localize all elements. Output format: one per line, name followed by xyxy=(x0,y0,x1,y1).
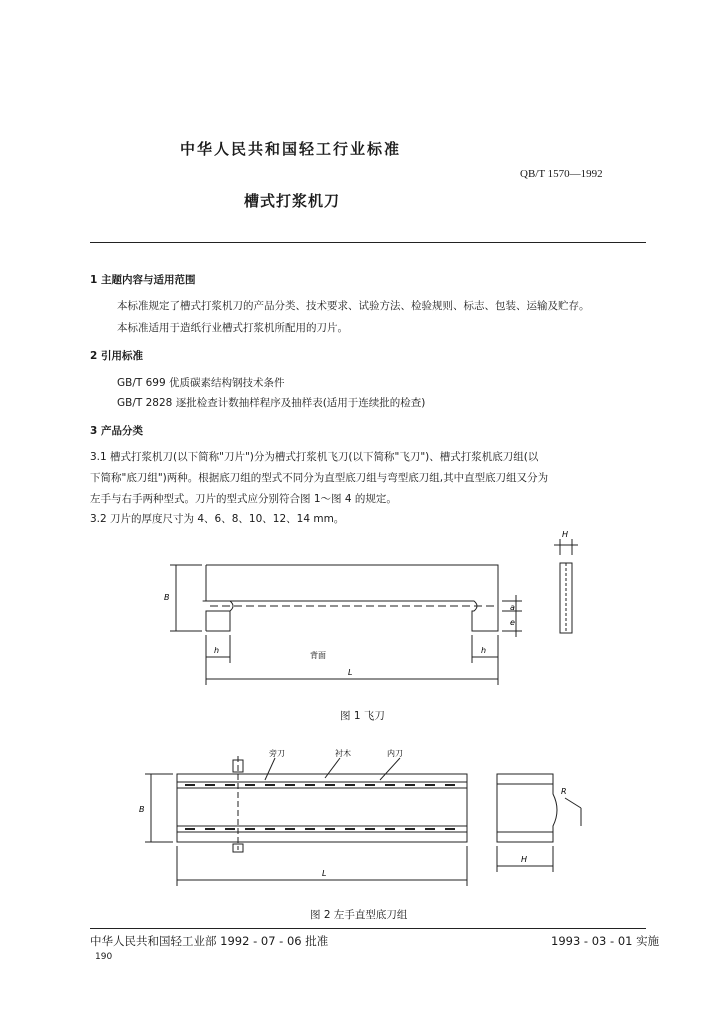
fig1-label-B: B xyxy=(164,593,170,602)
section-1-heading: 1 主题内容与适用范围 xyxy=(90,274,196,286)
fig1-label-L: L xyxy=(348,668,353,677)
fig1-label-back: 背面 xyxy=(310,651,326,660)
clause-3-2: 3.2 刀片的厚度尺寸为 4、6、8、10、12、14 mm。 xyxy=(90,513,345,525)
fig2-label-B: B xyxy=(139,805,145,814)
figure-2-drawing xyxy=(125,740,605,890)
fig1-label-H: H xyxy=(562,530,569,539)
clause-3-1-line-3: 左手与右手两种型式。刀片的型式应分别符合图 1～图 4 的规定。 xyxy=(90,493,397,505)
section-1-paragraph-2: 本标准适用于造纸行业槽式打浆机所配用的刀片。 xyxy=(117,322,348,334)
fig2-label-R: R xyxy=(561,787,567,796)
reference-gbt699: GB/T 699 优质碳素结构钢技术条件 xyxy=(117,377,285,389)
section-1-paragraph-1: 本标准规定了槽式打浆机刀的产品分类、技术要求、试验方法、检验规则、标志、包装、运输及贮存。 xyxy=(117,300,590,312)
implementation-date: 1993 - 03 - 01 实施 xyxy=(551,934,660,948)
figure-1-drawing xyxy=(150,525,590,725)
approval-date: 中华人民共和国轻工业部 1992 - 07 - 06 批准 xyxy=(90,934,329,948)
clause-3-1-line-2: 下简称"底刀组")两种。根据底刀组的型式不同分为直型底刀组与弯型底刀组,其中直型底刀组又分为 xyxy=(90,472,549,484)
fig2-label-L: L xyxy=(322,869,327,878)
header-rule xyxy=(90,242,646,243)
issuing-org-heading: 中华人民共和国轻工行业标准 xyxy=(180,140,402,158)
footer-rule xyxy=(90,928,646,929)
section-3-heading: 3 产品分类 xyxy=(90,425,143,437)
fig2-label-H: H xyxy=(521,855,528,864)
reference-gbt2828: GB/T 2828 逐批检查计数抽样程序及抽样表(适用于连续批的检查) xyxy=(117,397,426,409)
section-2-heading: 2 引用标准 xyxy=(90,350,143,362)
standard-number: QB/T 1570—1992 xyxy=(520,168,603,180)
document-title: 槽式打浆机刀 xyxy=(244,192,341,210)
fig1-label-h-left: h xyxy=(214,646,220,655)
clause-3-1-line-1: 3.1 槽式打浆机刀(以下简称"刀片")分为槽式打浆机飞刀(以下简称"飞刀")、槽式打浆机底刀组(以 xyxy=(90,451,539,463)
fig2-label-liner: 衬木 xyxy=(335,749,351,758)
page-number: 190 xyxy=(95,952,113,962)
fig2-label-side-blade: 旁刀 xyxy=(269,749,285,758)
figure-1-caption: 图 1 飞刀 xyxy=(340,710,385,722)
fig1-label-h-right: h xyxy=(481,646,487,655)
fig2-label-inner-blade: 内刀 xyxy=(387,749,403,758)
fig1-label-e: e xyxy=(510,618,515,627)
fig1-label-a: a xyxy=(510,603,515,612)
figure-2-caption: 图 2 左手直型底刀组 xyxy=(310,909,408,921)
